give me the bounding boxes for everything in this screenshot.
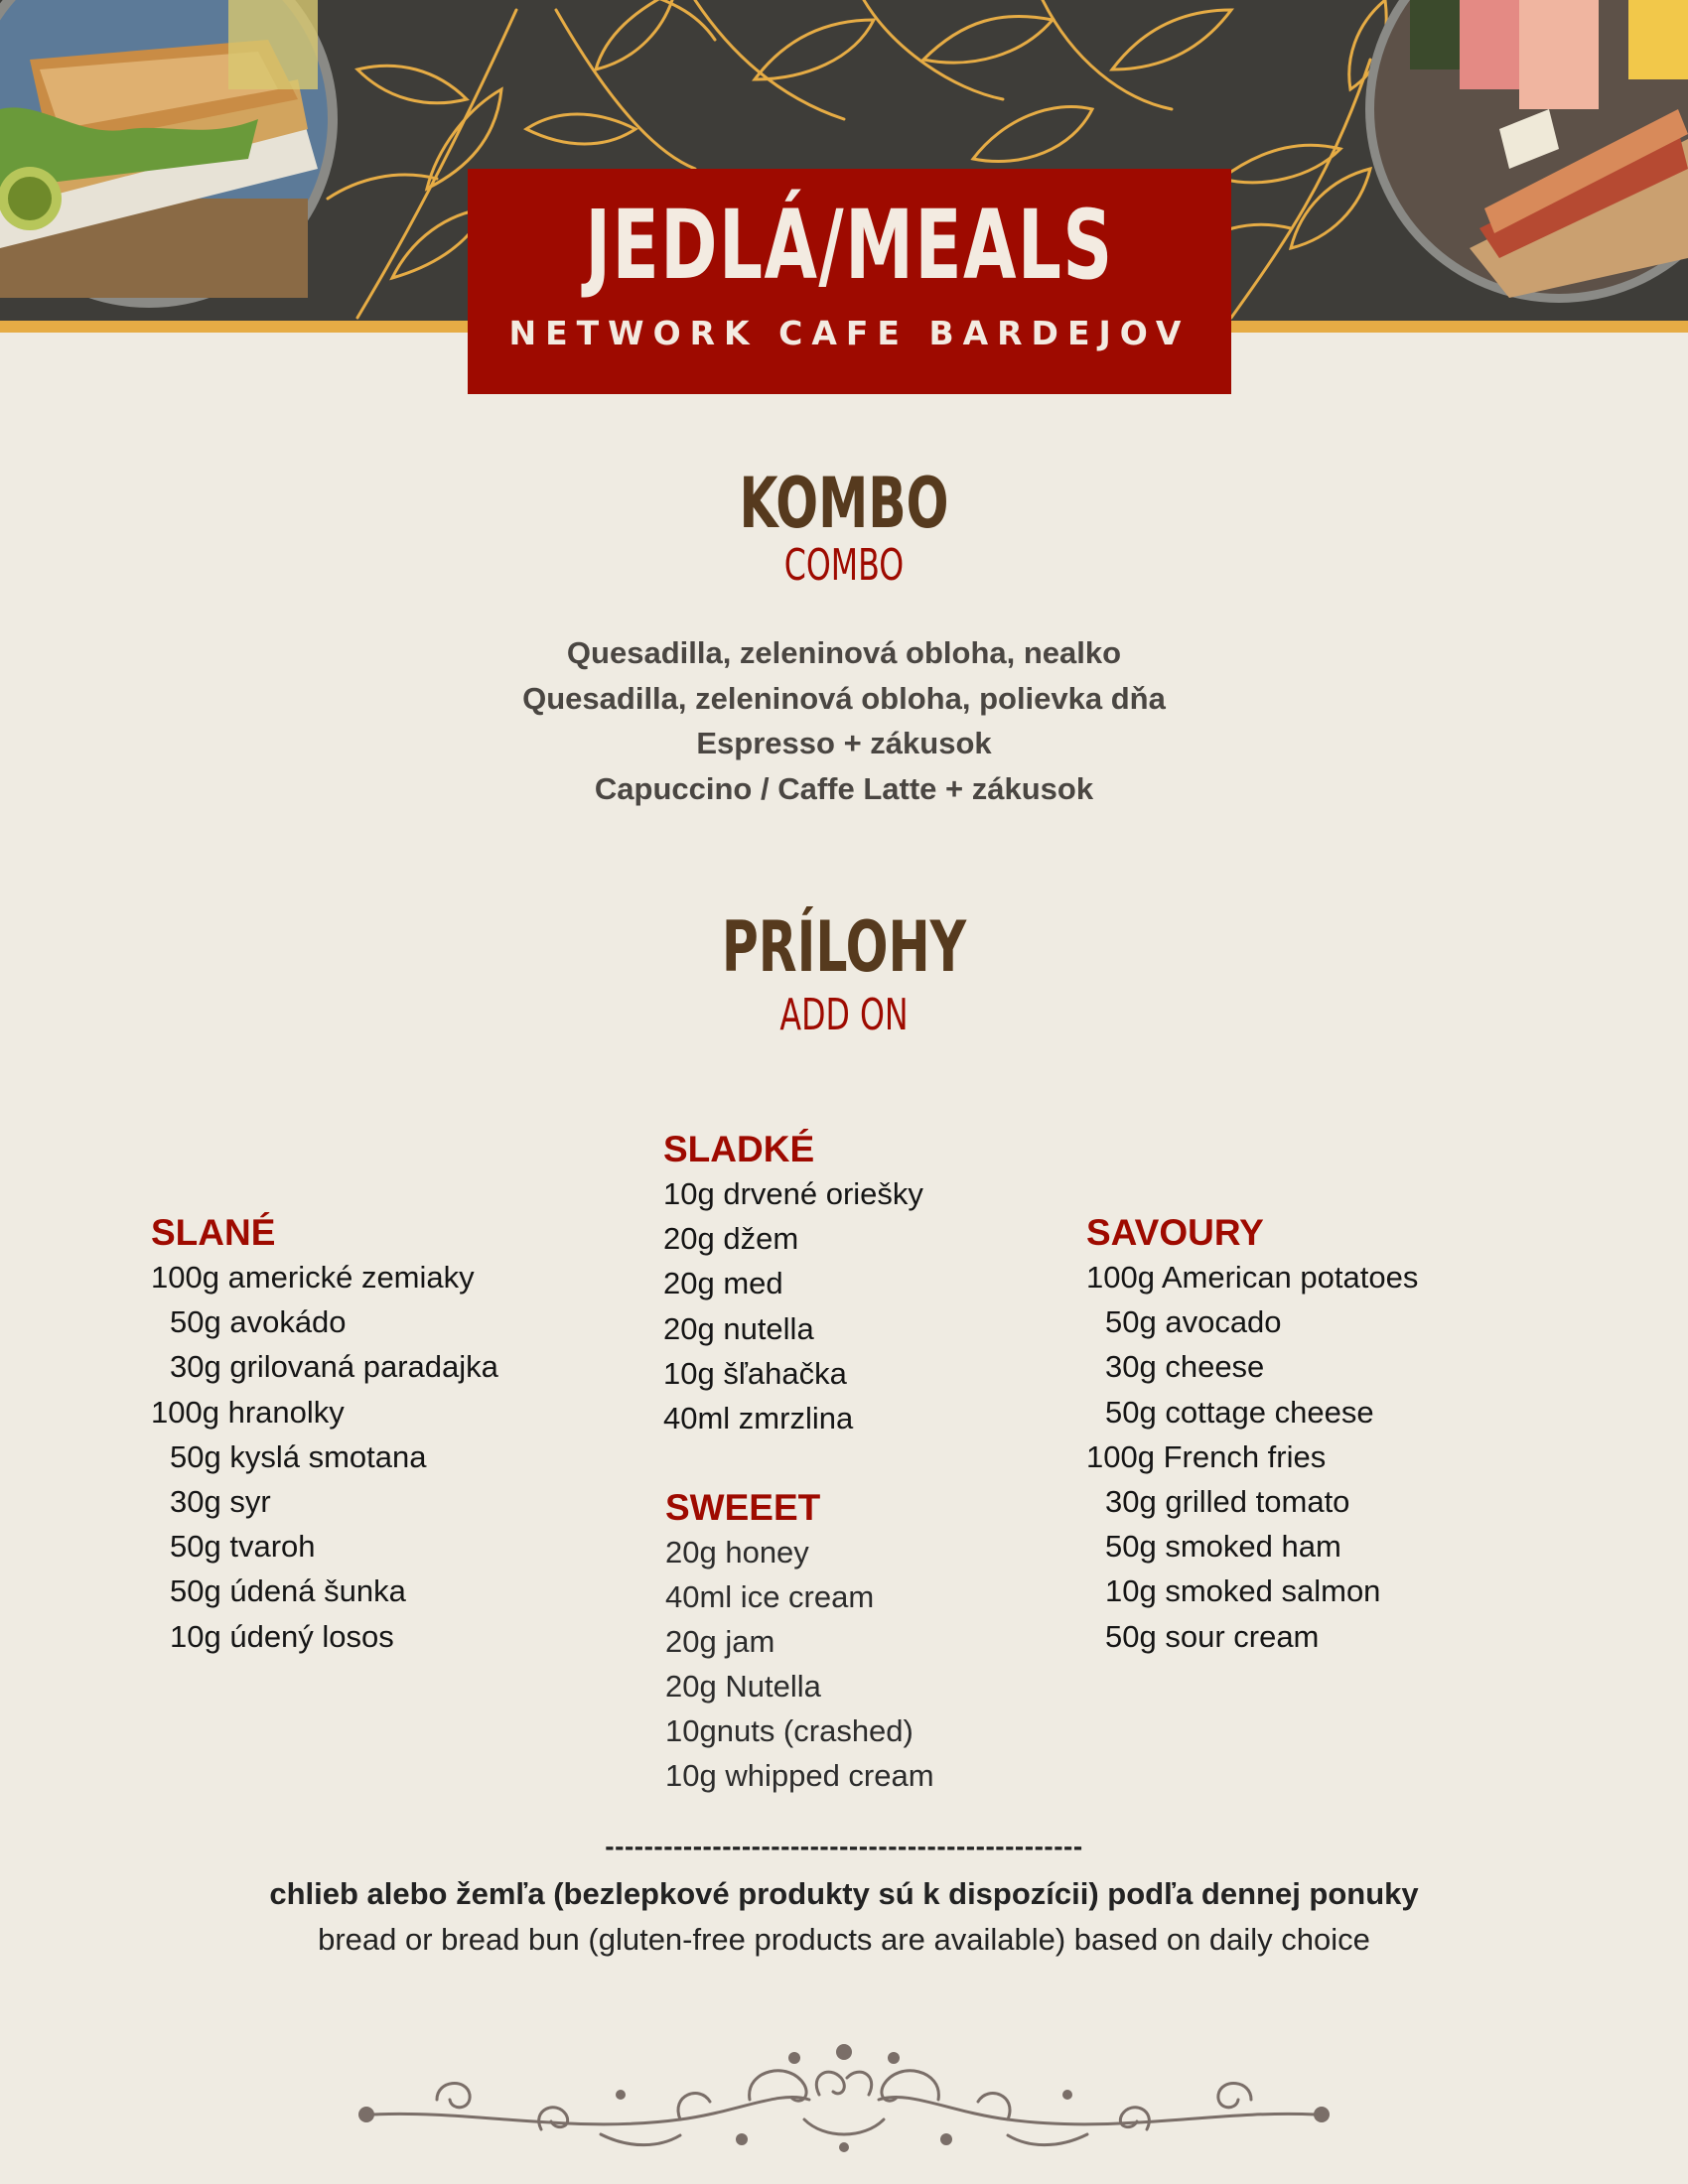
list-item: 50g smoked ham	[1105, 1529, 1341, 1565]
list-item: 10g údený losos	[170, 1618, 394, 1654]
savoury-column	[1086, 1211, 1418, 1659]
combo-item: Espresso + zákusok	[696, 726, 992, 760]
savoury-heading: SAVOURY	[1086, 1212, 1264, 1253]
list-item: 40ml ice cream	[665, 1579, 875, 1614]
list-item: 50g údená šunka	[170, 1573, 406, 1609]
list-item: 10gnuts (crashed)	[665, 1713, 914, 1748]
combo-item: Quesadilla, zeleninová obloha, nealko	[566, 635, 1122, 670]
bread-note-sk: chlieb alebo žemľa (bezlepkové produkty sú k dispozícii) podľa dennej ponuky	[269, 1876, 1419, 1911]
bread-note-en: bread or bread bun (gluten-free products are available) based on daily choice	[318, 1922, 1370, 1957]
list-item: 30g grilled tomato	[1105, 1484, 1350, 1520]
sweet-column	[665, 1486, 934, 1798]
list-item: 30g grilovaná paradajka	[170, 1349, 498, 1385]
flourish-ornament-icon	[352, 2040, 1336, 2159]
sladke-heading: SLADKÉ	[663, 1129, 815, 1169]
divider-dashes: -------------------------------------------------	[605, 1831, 1083, 1861]
list-item: 20g honey	[665, 1535, 809, 1570]
list-item: 50g avocado	[1105, 1304, 1282, 1340]
list-item: 20g jam	[665, 1624, 775, 1659]
list-item: 40ml zmrzlina	[663, 1401, 854, 1436]
combo-title: KOMBO	[739, 463, 949, 544]
cafe-name: NETWORK CAFE BARDEJOV	[508, 314, 1191, 352]
combo-item: Quesadilla, zeleninová obloha, polievka dňa	[522, 680, 1166, 716]
list-item: 20g Nutella	[665, 1669, 821, 1704]
addon-title: PRÍLOHY	[721, 906, 967, 988]
list-item: 100g hranolky	[151, 1394, 345, 1430]
list-item: 50g tvaroh	[170, 1529, 316, 1565]
list-item: 30g cheese	[1105, 1349, 1265, 1385]
combo-list	[0, 630, 1688, 811]
slane-column	[151, 1211, 498, 1659]
list-item: 100g americké zemiaky	[151, 1260, 475, 1295]
list-item: 20g med	[663, 1266, 783, 1301]
addon-subtitle: ADD ON	[779, 990, 909, 1040]
sladke-column	[663, 1128, 923, 1440]
list-item: 30g syr	[170, 1484, 271, 1520]
combo-item: Capuccino / Caffe Latte + zákusok	[594, 770, 1094, 806]
list-item: 50g sour cream	[1105, 1618, 1320, 1654]
list-item: 20g nutella	[663, 1310, 814, 1346]
food-photo-left	[0, 0, 338, 308]
combo-subtitle: COMBO	[783, 540, 905, 591]
list-item: 50g kyslá smotana	[170, 1438, 427, 1474]
list-item: 10g drvené oriešky	[663, 1176, 923, 1211]
title-box	[468, 169, 1231, 394]
list-item: 50g avokádo	[170, 1304, 347, 1340]
slane-heading: SLANÉ	[151, 1212, 276, 1253]
list-item: 10g šľahačka	[663, 1355, 847, 1391]
list-item: 20g džem	[663, 1221, 799, 1257]
list-item: 50g cottage cheese	[1105, 1394, 1374, 1430]
list-item: 100g French fries	[1086, 1438, 1327, 1474]
list-item: 10g smoked salmon	[1105, 1573, 1381, 1609]
page-title: JEDLÁ/MEALS	[585, 190, 1114, 301]
list-item: 100g American potatoes	[1086, 1260, 1419, 1295]
list-item: 10g whipped cream	[665, 1758, 934, 1793]
sweet-heading: SWEEET	[665, 1487, 821, 1528]
